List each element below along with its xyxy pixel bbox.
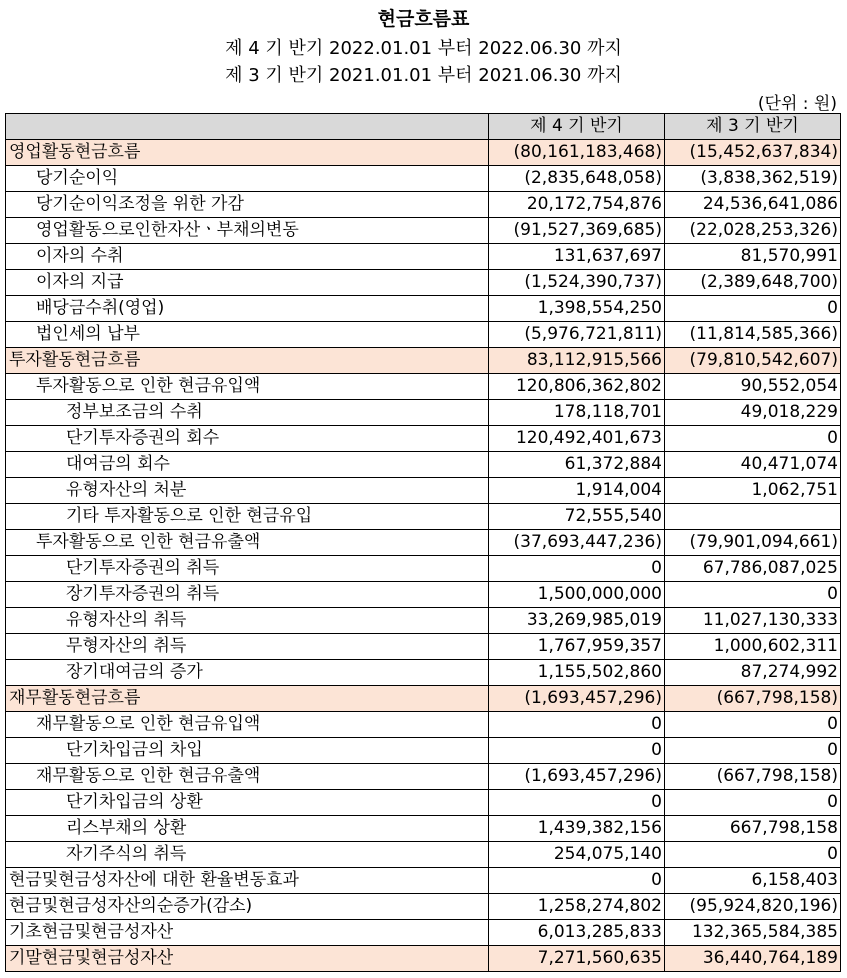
table-row [6, 530, 841, 556]
table-row [6, 946, 841, 972]
row-label: 이자의 지급 [6, 270, 489, 296]
row-current-value: 83,112,915,566 [489, 348, 665, 374]
row-label: 유형자산의 처분 [6, 478, 489, 504]
row-label: 단기투자증권의 회수 [6, 426, 489, 452]
row-label: 재무활동으로 인한 현금유출액 [6, 764, 489, 790]
row-current-value: 72,555,540 [489, 504, 665, 530]
table-row [6, 244, 841, 270]
row-label: 유형자산의 취득 [6, 608, 489, 634]
row-prior-value: (667,798,158) [665, 764, 841, 790]
table-row [6, 270, 841, 296]
row-prior-value: 0 [665, 582, 841, 608]
table-row [6, 790, 841, 816]
row-prior-value: (667,798,158) [665, 686, 841, 712]
row-label: 배당금수취(영업) [6, 296, 489, 322]
row-prior-value [665, 504, 841, 530]
unit-label: (단위 : 원) [757, 94, 837, 114]
row-prior-value: 0 [665, 842, 841, 868]
table-header-row [6, 114, 841, 140]
row-prior-value: 81,570,991 [665, 244, 841, 270]
row-prior-value: 0 [665, 790, 841, 816]
row-current-value: 131,637,697 [489, 244, 665, 270]
table-row [6, 608, 841, 634]
row-prior-value: 67,786,087,025 [665, 556, 841, 582]
row-current-value: 0 [489, 738, 665, 764]
row-prior-value: 6,158,403 [665, 868, 841, 894]
row-current-value: 0 [489, 556, 665, 582]
row-label: 이자의 수취 [6, 244, 489, 270]
row-prior-value: 90,552,054 [665, 374, 841, 400]
row-prior-value: 0 [665, 426, 841, 452]
table-row [6, 686, 841, 712]
row-label: 기초현금및현금성자산 [6, 920, 489, 946]
row-label: 자기주식의 취득 [6, 842, 489, 868]
table-row [6, 764, 841, 790]
row-prior-value: (95,924,820,196) [665, 894, 841, 920]
header-cell-label [6, 114, 489, 140]
table-row [6, 374, 841, 400]
row-prior-value: 24,536,641,086 [665, 192, 841, 218]
row-current-value: (1,524,390,737) [489, 270, 665, 296]
row-current-value: 1,767,959,357 [489, 634, 665, 660]
row-prior-value: 87,274,992 [665, 660, 841, 686]
row-current-value: 1,155,502,860 [489, 660, 665, 686]
row-current-value: (80,161,183,468) [489, 140, 665, 166]
table-row [6, 920, 841, 946]
row-prior-value: 36,440,764,189 [665, 946, 841, 972]
row-prior-value: (79,810,542,607) [665, 348, 841, 374]
period-prior: 제 3 기 반기 2021.01.01 부터 2021.06.30 까지 [225, 65, 622, 86]
row-current-value: (5,976,721,811) [489, 322, 665, 348]
table-row [6, 816, 841, 842]
row-label: 현금및현금성자산의순증가(감소) [6, 894, 489, 920]
row-current-value: 1,439,382,156 [489, 816, 665, 842]
row-current-value: 6,013,285,833 [489, 920, 665, 946]
table-row [6, 218, 841, 244]
row-prior-value: 667,798,158 [665, 816, 841, 842]
row-prior-value: 40,471,074 [665, 452, 841, 478]
row-prior-value: 132,365,584,385 [665, 920, 841, 946]
row-label: 재무활동으로 인한 현금유입액 [6, 712, 489, 738]
row-label: 리스부채의 상환 [6, 816, 489, 842]
row-current-value: 1,258,274,802 [489, 894, 665, 920]
row-prior-value: 11,027,130,333 [665, 608, 841, 634]
row-current-value: 33,269,985,019 [489, 608, 665, 634]
row-prior-value: (79,901,094,661) [665, 530, 841, 556]
row-prior-value: 0 [665, 712, 841, 738]
table-row [6, 348, 841, 374]
row-label: 단기차입금의 차입 [6, 738, 489, 764]
table-row [6, 296, 841, 322]
table-row [6, 556, 841, 582]
table-row [6, 868, 841, 894]
row-prior-value: 1,062,751 [665, 478, 841, 504]
row-label: 영업활동으로인한자산ㆍ부채의변동 [6, 218, 489, 244]
table-row [6, 738, 841, 764]
row-prior-value: 0 [665, 738, 841, 764]
row-label: 정부보조금의 수취 [6, 400, 489, 426]
table-row [6, 452, 841, 478]
table-row [6, 192, 841, 218]
table-row [6, 634, 841, 660]
table-row [6, 842, 841, 868]
row-current-value: 1,398,554,250 [489, 296, 665, 322]
table-row [6, 582, 841, 608]
table-row [6, 504, 841, 530]
table-row [6, 322, 841, 348]
row-label: 투자활동으로 인한 현금유입액 [6, 374, 489, 400]
row-prior-value: (11,814,585,366) [665, 322, 841, 348]
row-label: 단기차입금의 상환 [6, 790, 489, 816]
row-current-value: 1,914,004 [489, 478, 665, 504]
row-current-value: 254,075,140 [489, 842, 665, 868]
table-row [6, 140, 841, 166]
row-label: 기말현금및현금성자산 [6, 946, 489, 972]
statement-title: 현금흐름표 [377, 8, 470, 30]
row-label: 당기순이익 [6, 166, 489, 192]
table-row [6, 166, 841, 192]
row-current-value: 178,118,701 [489, 400, 665, 426]
header-cell-current: 제 4 기 반기 [489, 114, 665, 140]
row-label: 투자활동으로 인한 현금유출액 [6, 530, 489, 556]
table-row [6, 478, 841, 504]
row-label: 투자활동현금흐름 [6, 348, 489, 374]
row-prior-value: (2,389,648,700) [665, 270, 841, 296]
row-prior-value: 1,000,602,311 [665, 634, 841, 660]
table-row [6, 400, 841, 426]
row-current-value: 0 [489, 790, 665, 816]
row-label: 법인세의 납부 [6, 322, 489, 348]
row-label: 현금및현금성자산에 대한 환율변동효과 [6, 868, 489, 894]
row-current-value: 0 [489, 712, 665, 738]
table-row [6, 426, 841, 452]
row-current-value: (1,693,457,296) [489, 764, 665, 790]
header-cell-prior: 제 3 기 반기 [665, 114, 841, 140]
cash-flow-table [5, 113, 841, 972]
row-current-value: 61,372,884 [489, 452, 665, 478]
table-row [6, 660, 841, 686]
row-current-value: (2,835,648,058) [489, 166, 665, 192]
row-current-value: (37,693,447,236) [489, 530, 665, 556]
table-row [6, 894, 841, 920]
row-label: 장기투자증권의 취득 [6, 582, 489, 608]
row-label: 재무활동현금흐름 [6, 686, 489, 712]
row-label: 무형자산의 취득 [6, 634, 489, 660]
row-current-value: 1,500,000,000 [489, 582, 665, 608]
row-current-value: (1,693,457,296) [489, 686, 665, 712]
row-label: 단기투자증권의 취득 [6, 556, 489, 582]
row-label: 영업활동현금흐름 [6, 140, 489, 166]
row-prior-value: (15,452,637,834) [665, 140, 841, 166]
row-current-value: 20,172,754,876 [489, 192, 665, 218]
row-label: 기타 투자활동으로 인한 현금유입 [6, 504, 489, 530]
row-prior-value: (3,838,362,519) [665, 166, 841, 192]
table-row [6, 712, 841, 738]
row-prior-value: 49,018,229 [665, 400, 841, 426]
row-current-value: 120,492,401,673 [489, 426, 665, 452]
row-current-value: (91,527,369,685) [489, 218, 665, 244]
row-prior-value: 0 [665, 296, 841, 322]
period-current: 제 4 기 반기 2022.01.01 부터 2022.06.30 까지 [225, 38, 622, 59]
row-prior-value: (22,028,253,326) [665, 218, 841, 244]
row-current-value: 0 [489, 868, 665, 894]
row-label: 장기대여금의 증가 [6, 660, 489, 686]
row-label: 당기순이익조정을 위한 가감 [6, 192, 489, 218]
row-label: 대여금의 회수 [6, 452, 489, 478]
row-current-value: 7,271,560,635 [489, 946, 665, 972]
row-current-value: 120,806,362,802 [489, 374, 665, 400]
